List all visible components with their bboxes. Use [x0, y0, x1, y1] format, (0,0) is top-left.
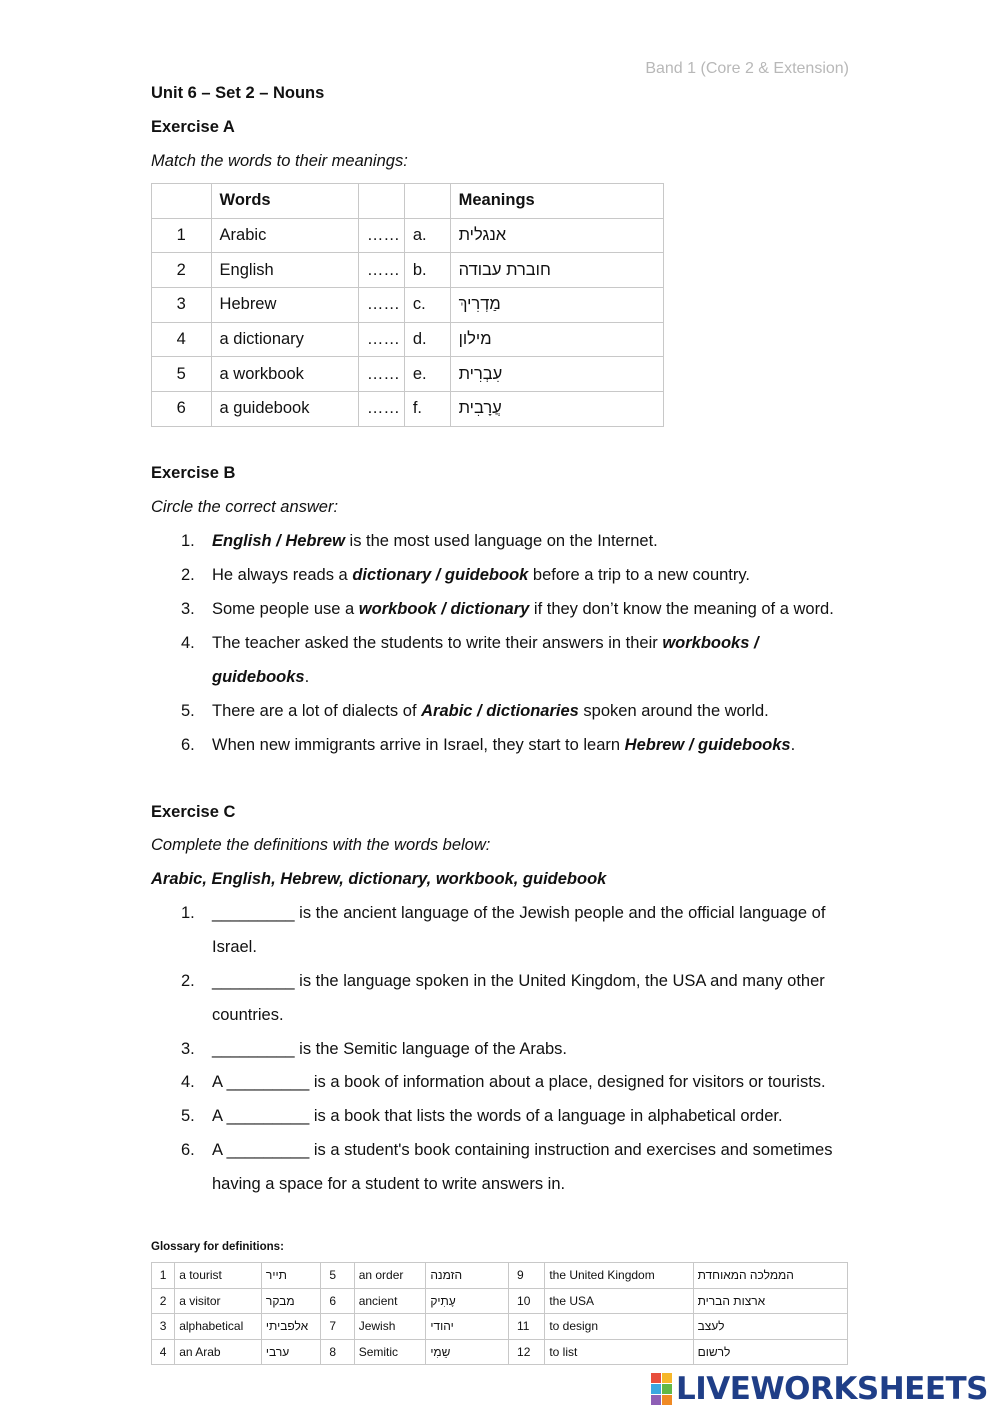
definition-text[interactable]: _________ is the ancient language of the Jewish people and the official language of	[212, 904, 826, 922]
glossary-number: 1	[152, 1263, 175, 1289]
list-item	[181, 1073, 826, 1092]
item-text: is the most used language on the Internet.	[344, 532, 658, 550]
row-word: a workbook	[211, 357, 358, 392]
glossary-translation: לעצב	[697, 1319, 725, 1334]
header-num-cell	[152, 184, 212, 219]
row-meaning: עֲרָבִית	[458, 399, 502, 418]
logo-wordmark: LIVEWORKSHEETS	[676, 1371, 988, 1407]
glossary-title: Glossary for definitions:	[151, 1241, 284, 1253]
row-word: a dictionary	[211, 322, 358, 357]
row-number: 1	[152, 218, 212, 253]
logo-tiles-icon	[651, 1373, 672, 1405]
definition-text[interactable]: A _________ is a book that lists the words of a language in alphabetical order.	[212, 1107, 783, 1125]
row-word: English	[211, 253, 358, 288]
table-row	[152, 1339, 848, 1365]
item-number: 1.	[181, 904, 195, 922]
glossary-number: 11	[509, 1314, 545, 1340]
row-number: 2	[152, 253, 212, 288]
glossary-translation: אלפביתי	[265, 1319, 309, 1334]
item-text: Some people use a	[212, 600, 359, 618]
row-meaning: חוברת עבודה	[458, 260, 551, 279]
glossary-number: 10	[509, 1288, 545, 1314]
answer-choice[interactable]: English / Hebrew	[212, 532, 345, 550]
item-text: .	[790, 736, 796, 754]
row-meaning: עִבְרִית	[458, 364, 503, 383]
item-text: if they don’t know the meaning of a word.	[529, 600, 834, 618]
exercise-a-heading: Exercise A	[151, 118, 235, 136]
glossary-translation: שֵמִי	[430, 1344, 451, 1359]
answer-blank[interactable]: ……	[358, 253, 404, 288]
table-row	[152, 322, 664, 357]
table-row	[152, 357, 664, 392]
glossary-word: ancient	[354, 1288, 426, 1314]
list-item	[181, 1040, 567, 1059]
row-letter: b.	[404, 253, 450, 288]
list-item	[181, 1107, 783, 1126]
item-number: 5.	[181, 702, 195, 720]
glossary-word: Jewish	[354, 1314, 426, 1340]
definition-text[interactable]: A _________ is a student's book containing instruction and exercises and sometimes	[212, 1141, 833, 1159]
row-number: 4	[152, 322, 212, 357]
item-text: .	[304, 668, 310, 686]
glossary-word: to design	[545, 1314, 693, 1340]
glossary-number: 6	[321, 1288, 354, 1314]
glossary-word: an order	[354, 1263, 426, 1289]
definition-text[interactable]: A _________ is a book of information about a place, designed for visitors or tourists.	[212, 1073, 826, 1091]
answer-choice[interactable]: guidebooks	[212, 668, 305, 686]
glossary-number: 3	[152, 1314, 175, 1340]
table-row	[152, 288, 664, 323]
exercise-c-heading: Exercise C	[151, 803, 236, 821]
glossary-translation: תייר	[265, 1268, 287, 1283]
item-text: He always reads a	[212, 566, 353, 584]
glossary-translation: הממלכה המאוחדת	[697, 1268, 794, 1283]
table-row	[152, 1263, 848, 1289]
matching-table-header	[152, 184, 664, 219]
glossary-translation: ערבי	[265, 1344, 290, 1359]
page-title: Unit 6 – Set 2 – Nouns	[151, 84, 325, 102]
item-number: 3.	[181, 1040, 195, 1058]
glossary-word: a visitor	[175, 1288, 262, 1314]
answer-blank[interactable]: ……	[358, 392, 404, 427]
row-meaning: מַדְרִיךְ	[458, 295, 501, 314]
row-word: Arabic	[211, 218, 358, 253]
glossary-word: the USA	[545, 1288, 693, 1314]
item-number: 4.	[181, 1073, 195, 1091]
logo-tile	[651, 1384, 661, 1394]
item-number: 5.	[181, 1107, 195, 1125]
row-letter: e.	[404, 357, 450, 392]
logo-tile	[651, 1395, 661, 1405]
list-item	[181, 566, 750, 585]
answer-blank[interactable]: ……	[358, 357, 404, 392]
header-words: Words	[211, 184, 358, 219]
glossary-word: the United Kingdom	[545, 1263, 693, 1289]
item-text: before a trip to a new country.	[528, 566, 750, 584]
exercise-c-instruction: Complete the definitions with the words below:	[151, 836, 491, 854]
logo-tile	[662, 1395, 672, 1405]
row-letter: d.	[404, 322, 450, 357]
logo-tile	[662, 1384, 672, 1394]
glossary-word: alphabetical	[175, 1314, 262, 1340]
logo-tile	[651, 1373, 661, 1383]
item-number: 3.	[181, 600, 195, 618]
item-text: spoken around the world.	[578, 702, 769, 720]
answer-choice[interactable]: dictionary / guidebook	[352, 566, 529, 584]
answer-blank[interactable]: ……	[358, 322, 404, 357]
liveworksheets-logo[interactable]	[651, 1372, 988, 1406]
row-number: 3	[152, 288, 212, 323]
exercise-b-heading: Exercise B	[151, 464, 236, 482]
row-letter: c.	[404, 288, 450, 323]
definition-text[interactable]: _________ is the Semitic language of the Arabs.	[212, 1040, 567, 1058]
definition-continuation: Israel.	[212, 938, 257, 956]
list-item-continuation	[212, 668, 309, 687]
definition-text[interactable]: _________ is the language spoken in the United Kingdom, the USA and many other	[212, 972, 825, 990]
row-meaning: אנגלית	[458, 226, 507, 245]
answer-choice[interactable]: workbooks /	[662, 634, 759, 652]
definition-continuation: having a space for a student to write answers in.	[212, 1175, 566, 1193]
matching-table	[151, 183, 664, 427]
table-row	[152, 392, 664, 427]
header-letter-cell	[404, 184, 450, 219]
row-letter: f.	[404, 392, 450, 427]
glossary-word: Semitic	[354, 1339, 426, 1365]
answer-blank[interactable]: ……	[358, 218, 404, 253]
glossary-number: 2	[152, 1288, 175, 1314]
glossary-table	[151, 1262, 848, 1365]
glossary-number: 12	[509, 1339, 545, 1365]
glossary-number: 4	[152, 1339, 175, 1365]
glossary-translation: לרשום	[697, 1344, 731, 1359]
list-item	[181, 904, 825, 923]
glossary-word: to list	[545, 1339, 693, 1365]
row-letter: a.	[404, 218, 450, 253]
row-number: 6	[152, 392, 212, 427]
table-row	[152, 253, 664, 288]
glossary-translation: יהודי	[430, 1319, 454, 1334]
logo-tile	[662, 1373, 672, 1383]
glossary-number: 8	[321, 1339, 354, 1365]
list-item	[181, 600, 834, 619]
item-text: There are a lot of dialects of	[212, 702, 422, 720]
row-word: a guidebook	[211, 392, 358, 427]
glossary-word: an Arab	[175, 1339, 262, 1365]
word-bank: Arabic, English, Hebrew, dictionary, workbook, guidebook	[151, 870, 607, 888]
exercise-a-instruction: Match the words to their meanings:	[151, 152, 408, 170]
glossary-number: 5	[321, 1263, 354, 1289]
definition-continuation: countries.	[212, 1006, 284, 1024]
list-item	[181, 1141, 832, 1160]
band-label: Band 1 (Core 2 & Extension)	[645, 60, 849, 77]
list-item	[181, 634, 759, 653]
table-row	[152, 1314, 848, 1340]
list-item	[181, 736, 795, 755]
glossary-translation: מבקר	[265, 1293, 295, 1308]
exercise-b-instruction: Circle the correct answer:	[151, 498, 339, 516]
item-number: 2.	[181, 566, 195, 584]
glossary-word: a tourist	[175, 1263, 262, 1289]
list-item	[181, 972, 825, 991]
answer-choice[interactable]: Arabic / dictionaries	[421, 702, 579, 720]
glossary-translation: עָתִיק	[430, 1293, 456, 1308]
glossary-translation: ארצות הברית	[697, 1293, 766, 1308]
header-meanings: Meanings	[450, 184, 663, 219]
answer-blank[interactable]: ……	[358, 288, 404, 323]
glossary-number: 7	[321, 1314, 354, 1340]
glossary-translation: הזמנה	[430, 1268, 463, 1283]
table-row	[152, 1288, 848, 1314]
row-word: Hebrew	[211, 288, 358, 323]
item-text: The teacher asked the students to write their answers in their	[212, 634, 663, 652]
item-number: 1.	[181, 532, 195, 550]
glossary-number: 9	[509, 1263, 545, 1289]
list-item	[181, 702, 769, 721]
row-number: 5	[152, 357, 212, 392]
table-row	[152, 218, 664, 253]
item-text: When new immigrants arrive in Israel, they start to learn	[212, 736, 625, 754]
item-number: 2.	[181, 972, 195, 990]
item-number: 6.	[181, 736, 195, 754]
answer-choice[interactable]: Hebrew / guidebooks	[624, 736, 791, 754]
row-meaning: מילון	[458, 330, 492, 349]
item-number: 6.	[181, 1141, 195, 1159]
answer-choice[interactable]: workbook / dictionary	[358, 600, 530, 618]
list-item	[181, 532, 658, 551]
item-number: 4.	[181, 634, 195, 652]
header-blank-cell	[358, 184, 404, 219]
